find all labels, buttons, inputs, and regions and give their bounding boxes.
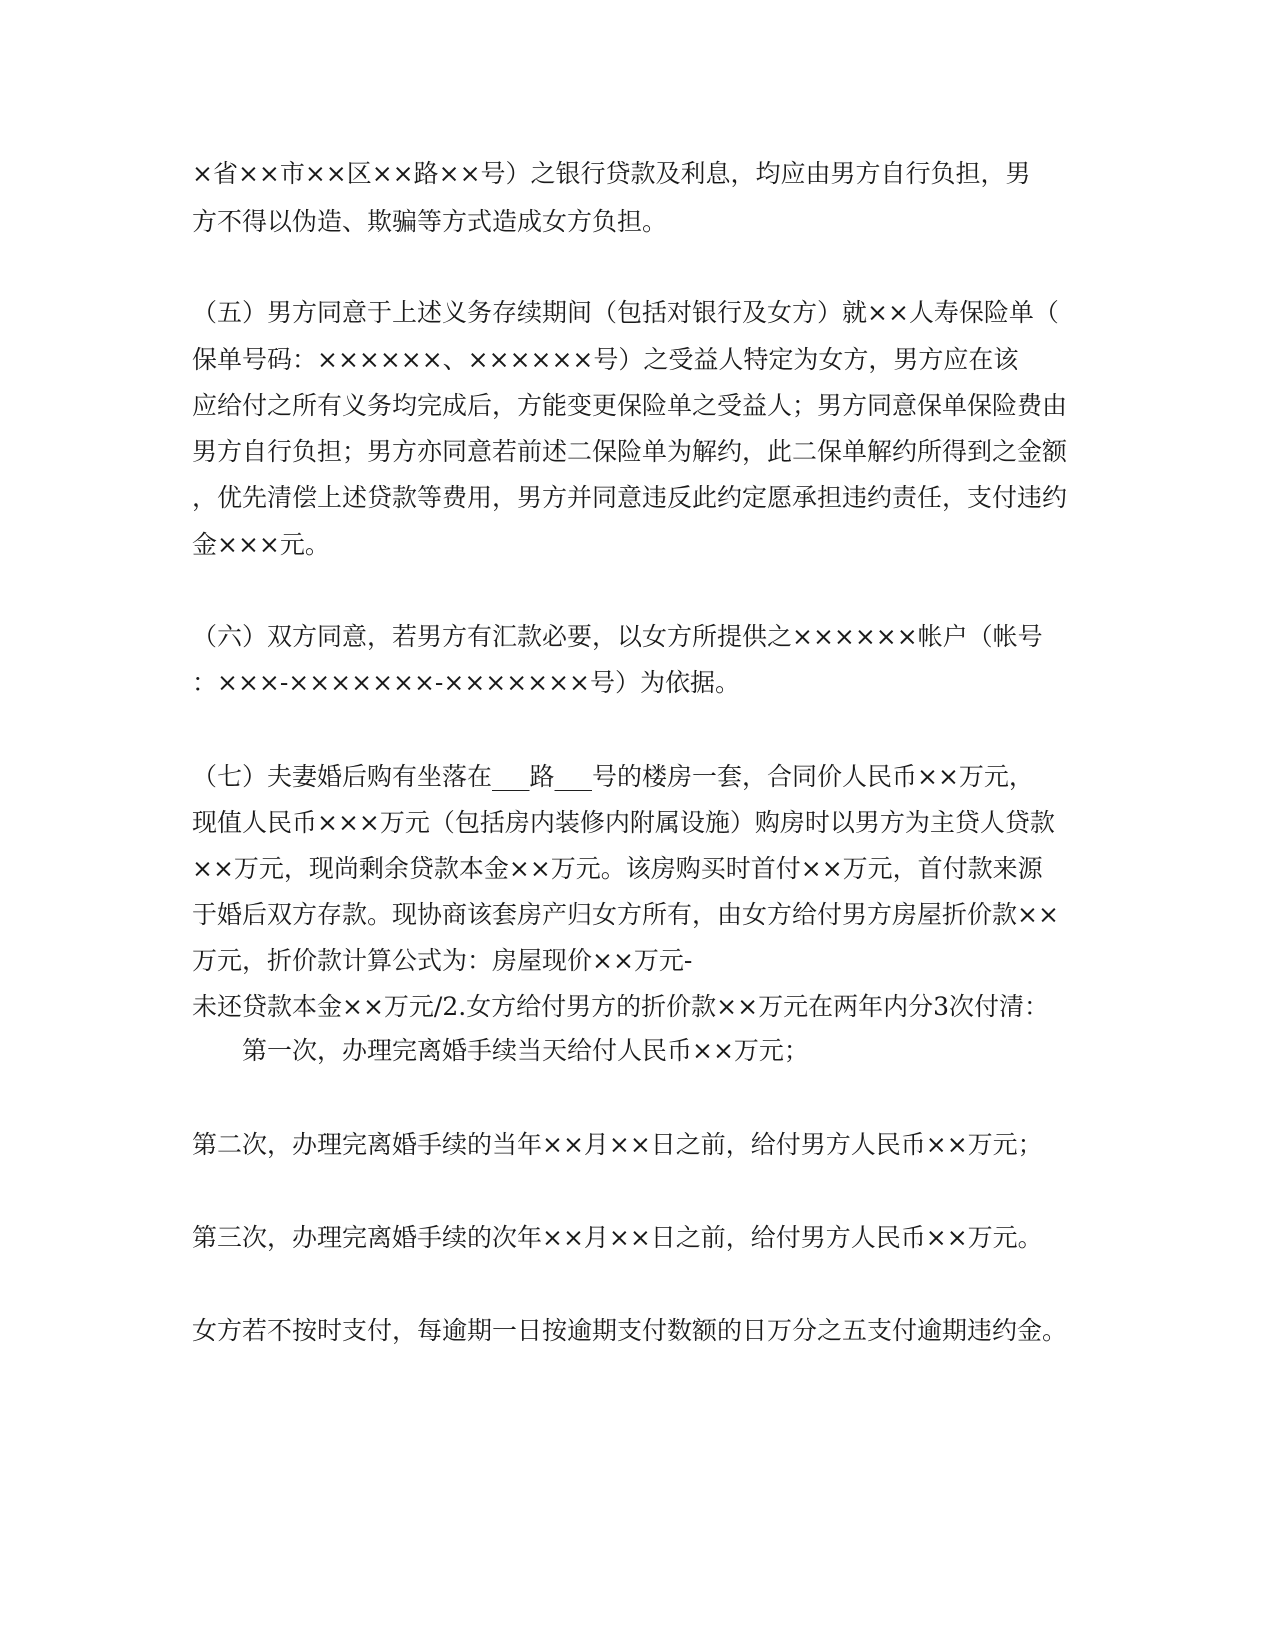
clause-five-line: （五）男方同意于上述义务存续期间（包括对银行及女方）就××人寿保险单（: [192, 298, 1059, 327]
text-line: ：×××-×××××××-×××××××号）为依据。: [192, 668, 740, 697]
text-line: 未还贷款本金××万元/2.女方给付男方的折价款××万元在两年内分3次付清：: [192, 992, 1049, 1021]
payment-third-line: 第三次，办理完离婚手续的次年××月××日之前，给付男方人民币××万元。: [192, 1223, 1043, 1252]
text-line: 于婚后双方存款。现协商该套房产归女方所有，由女方给付男方房屋折价款××: [192, 900, 1059, 929]
text-line: 万元，折价款计算公式为：房屋现价××万元-: [192, 946, 693, 975]
text-line: ，优先清偿上述贷款等费用，男方并同意违反此约定愿承担违约责任，支付违约: [192, 483, 1068, 512]
clause-seven-line: （七）夫妻婚后购有坐落在___路___号的楼房一套，合同价人民币××万元，: [192, 762, 1034, 791]
payment-first-line: 第一次，办理完离婚手续当天给付人民币××万元；: [242, 1036, 809, 1065]
text-line: 保单号码：××××××、××××××号）之受益人特定为女方，男方应在该: [192, 345, 1019, 374]
text-line: ××万元，现尚剩余贷款本金××万元。该房购买时首付××万元，首付款来源: [192, 854, 1043, 883]
text-line: ×省××市××区××路××号）之银行贷款及利息，均应由男方自行负担，男: [192, 159, 1031, 188]
text-line: 方不得以伪造、欺骗等方式造成女方负担。: [192, 207, 668, 236]
clause-six-line: （六）双方同意，若男方有汇款必要，以女方所提供之××××××帐户（帐号: [192, 622, 1043, 651]
text-line: 金×××元。: [192, 530, 330, 559]
payment-second-line: 第二次，办理完离婚手续的当年××月××日之前，给付男方人民币××万元；: [192, 1130, 1043, 1159]
text-line: 应给付之所有义务均完成后，方能变更保险单之受益人；男方同意保单保险费由: [192, 391, 1068, 420]
text-line: 现值人民币×××万元（包括房内装修内附属设施）购房时以男方为主贷人贷款: [192, 808, 1055, 837]
penalty-line: 女方若不按时支付，每逾期一日按逾期支付数额的日万分之五支付逾期违约金。: [192, 1316, 1068, 1345]
text-line: 男方自行负担；男方亦同意若前述二保险单为解约，此二保单解约所得到之金额: [192, 437, 1068, 466]
